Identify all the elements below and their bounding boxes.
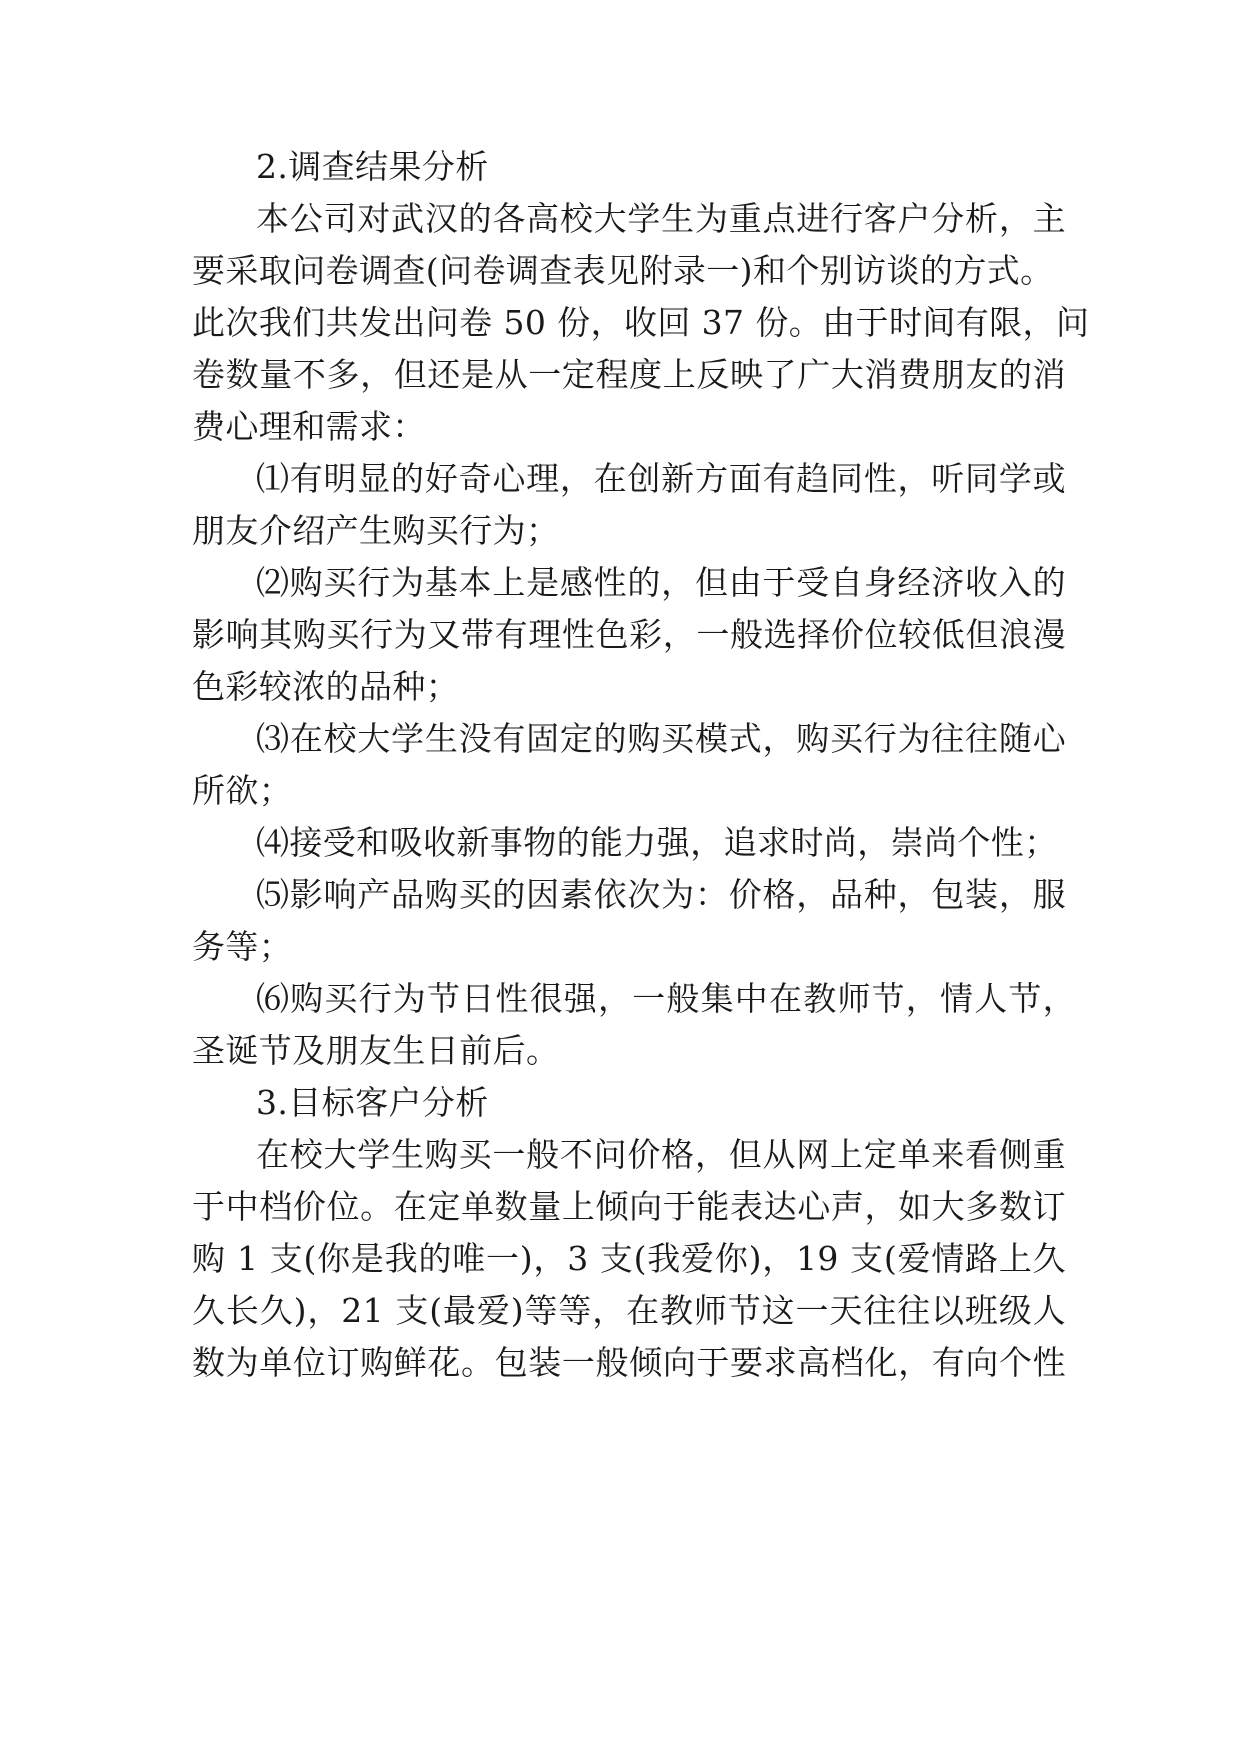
paragraph-line: 数为单位订购鲜花。包装一般倾向于要求高档化，有向个性 [192,1343,1066,1382]
paragraph-line: 久长久)，21 支(最爱)等等，在教师节这一天往往以班级人 [192,1291,1066,1330]
list-item-line: 朋友介绍产生购买行为； [192,511,560,550]
list-item-line: 所欲； [192,771,293,810]
list-item-line: ⑹购买行为节日性很强，一般集中在教师节，情人节， [256,979,1076,1018]
paragraph-line: 在校大学生购买一般不问价格，但从网上定单来看侧重 [256,1135,1066,1174]
paragraph-line: 要采取问卷调查(问卷调查表见附录一)和个别访谈的方式。 [192,251,1054,290]
paragraph-line: 购 1 支(你是我的唯一)，3 支(我爱你)，19 支(爱情路上久 [192,1239,1066,1278]
list-item-line: ⑴有明显的好奇心理，在创新方面有趋同性，听同学或 [256,459,1066,498]
list-item-line: 圣诞节及朋友生日前后。 [192,1031,560,1070]
heading-survey-results: 2.调查结果分析 [256,147,489,186]
paragraph-line: 费心理和需求： [192,407,426,446]
list-item-line: 影响其购买行为又带有理性色彩，一般选择价位较低但浪漫 [192,615,1066,654]
list-item-line: ⑷接受和吸收新事物的能力强，追求时尚，崇尚个性； [256,823,1058,862]
heading-target-customers: 3.目标客户分析 [256,1083,489,1122]
list-item-line: ⑶在校大学生没有固定的购买模式，购买行为往往随心 [256,719,1066,758]
list-item-line: 色彩较浓的品种； [192,667,460,706]
list-item-line: ⑸影响产品购买的因素依次为：价格，品种，包装，服 [256,875,1066,914]
paragraph-line: 于中档价位。在定单数量上倾向于能表达心声，如大多数订 [192,1187,1066,1226]
list-item-line: ⑵购买行为基本上是感性的，但由于受自身经济收入的 [256,563,1066,602]
paragraph-line: 卷数量不多，但还是从一定程度上反映了广大消费朋友的消 [192,355,1066,394]
list-item-line: 务等； [192,927,293,966]
paragraph-line: 此次我们共发出问卷 50 份，收回 37 份。由于时间有限，问 [192,303,1090,342]
paragraph-line: 本公司对武汉的各高校大学生为重点进行客户分析，主 [256,199,1066,238]
